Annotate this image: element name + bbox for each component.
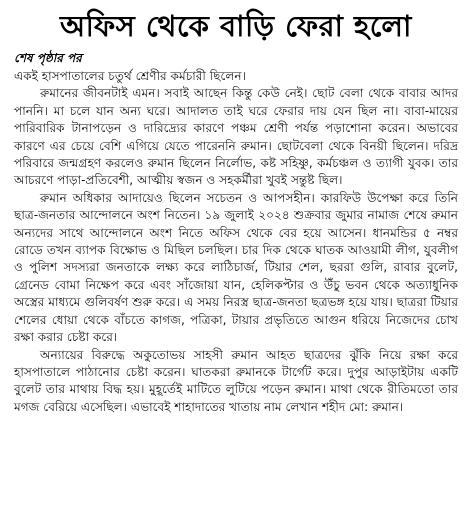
continued-from-label: শেষ পৃষ্ঠার পর (14, 51, 82, 65)
article-paragraph: অন্যায়ের বিরুদ্ধে অকুতোভয় সাহসী রুমান আহত ছাত্রদের ঝুঁকি নিয়ে রক্ষা করে হাসপাতালে পাঠানোর চেষ্টা করেন। ঘাতকরা রুমানকে টার্গেট করে। দুপুর আড়াইটায় একটি বুলেট তার মাথায় বিদ্ধ হয়। মুহূর্তেই মাটিতে লুটিয়ে পড়েন রুমান। মাথা থেকে রীতিমতো তার মগজ বেরিয়ে এসেছিল। এভাবেই শাহাদাতের খাতায় নাম লেখান শহীদ মো: রুমান। (14, 347, 458, 414)
article-headline: অফিস থেকে বাড়ি ফেরা হলো (60, 9, 412, 43)
article-paragraph: রুমান অধিকার আদায়েও ছিলেন সচেতন ও আপসহীন। কারফিউ উপেক্ষা করে তিনি ছাত্র-জনতার আন্দোলনে অংশ নিতেন। ১৯ জুলাই ২০২৪ শুক্রবার জুমার নামাজ শেষে রুমান অন্যদের সাথে আন্দোলনে অংশ নিতে অফিস থেকে বের হয়ে আসেন। ধানমন্ডির ৫ নম্বর রোডে তখন ব্যাপক বিক্ষোভ ও মিছিল চলছিল। চার দিক থেকে ঘাতক আওয়ামী লীগ, যুবলীগ ও পুলিশ সদস্যরা জনতাকে লক্ষ্য করে লাঠিচার্জ, টিয়ার শেল, ছররা গুলি, রাবার বুলেট, গ্রেনেড বোমা নিক্ষেপ করে এবং সাঁজোয়া যান, হেলিকপ্টার ও উঁচু ভবন থেকে অত্যাধুনিক অস্ত্রের মাধ্যমে গুলিবর্ষণ শুরু করে। এ সময় নিরস্ত্র ছাত্র-জনতা ছত্রভঙ্গ হয়ে যায়। ছাত্ররা টিয়ার শেলের ধোয়া থেকে বাঁচতে কাগজ, পত্রিকা, টায়ার প্রভৃতিতে আগুন ধরিয়ে নিজেদের চোখ রক্ষা করার চেষ্টা করে। (14, 190, 458, 345)
article-paragraph: একই হাসপাতালের চতুর্থ শ্রেণীর কর্মচারী ছিলেন। (14, 69, 246, 83)
article-paragraph: রুমানের জীবনটাই এমন। সবাই আছেন কিন্তু কেউ নেই। ছোট বেলা থেকে বাবার আদর পাননি। মা চলে যান অন্য ঘরে। আদালত তাই ঘরে ফেরার দায় যেন ছিল না। বাবা-মায়ের পারিবারিক টানাপড়েন ও দারিদ্র্যের কারণে পঞ্চম শ্রেণী পর্যন্ত পড়াশোনা করেন। অভাবের কারণে এর চেয়ে বেশি এগিয়ে যেতে পারেননি রুমান। ছোটবেলা থেকে বিনয়ী ছিলেন। দরিদ্র পরিবারে জন্মগ্রহণ করলেও রুমান ছিলেন নির্লোভ, কষ্ট সহিষ্ণু, কর্মচঞ্চল ও ত্যাগী যুবক। তার আচরণে পাড়া-প্রতিবেশী, আত্মীয় স্বজন ও সহকর্মীরা খুবই সন্তুষ্ট ছিল। (14, 86, 458, 188)
article-body (14, 68, 458, 416)
